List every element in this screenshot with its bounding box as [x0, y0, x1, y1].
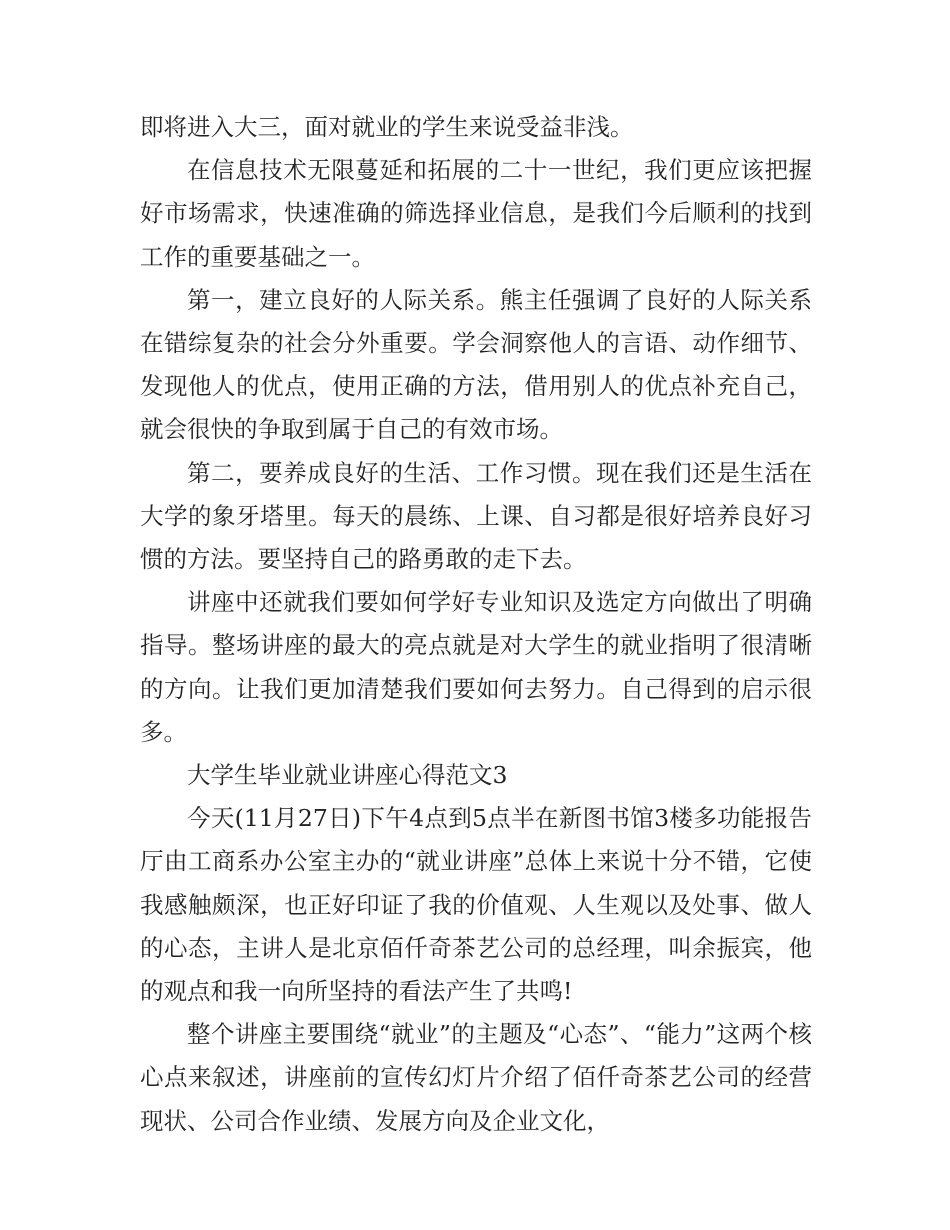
paragraph-information-age: 在信息技术无限蔓延和拓展的二十一世纪，我们更应该把握好市场需求，快速准确的筛选择业信息，是我们今后顺利的找到工作的重要基础之一。	[140, 156, 812, 271]
paragraph-lecture-summary: 讲座中还就我们要如何学好专业知识及选定方向做出了明确指导。整场讲座的最大的亮点就是对大学生的就业指明了很清晰的方向。让我们更加清楚我们要如何去努力。自己得到的启示很多。	[140, 588, 812, 746]
paragraph-continuation: 即将进入大三，面对就业的学生来说受益非浅。	[140, 113, 634, 141]
paragraph-today-lecture: 今天(11月27日)下午4点到5点半在新图书馆3楼多功能报告厅由工商系办公室主办的“就业讲座”总体上来说十分不错，它使我感触颇深，也正好印证了我的价值观、人生观以及处事、做人的心态，主讲人是北京佰仟奇茶艺公司的总经理，叫余振宾，他的观点和我一向所坚持的看法产生了共鸣!	[140, 804, 812, 1006]
paragraph-first-point: 第一，建立良好的人际关系。熊主任强调了良好的人际关系在错综复杂的社会分外重要。学会洞察他人的言语、动作细节、发现他人的优点，使用正确的方法，借用别人的优点补充自己，就会很快的争取到属于自己的有效市场。	[140, 285, 812, 444]
section-heading: 大学生毕业就业讲座心得范文3	[187, 761, 508, 790]
paragraph-second-point: 第二，要养成良好的生活、工作习惯。现在我们还是生活在大学的象牙塔里。每天的晨练、上课、自习都是很好培养良好习惯的方法。要坚持自己的路勇敢的走下去。	[140, 458, 812, 574]
paragraph-lecture-theme: 整个讲座主要围绕“就业”的主题及“心态”、“能力”这两个核心点来叙述，讲座前的宣传幻灯片介绍了佰仟奇茶艺公司的经营现状、公司合作业绩、发展方向及企业文化，	[140, 1020, 812, 1135]
document-body	[140, 106, 812, 1143]
